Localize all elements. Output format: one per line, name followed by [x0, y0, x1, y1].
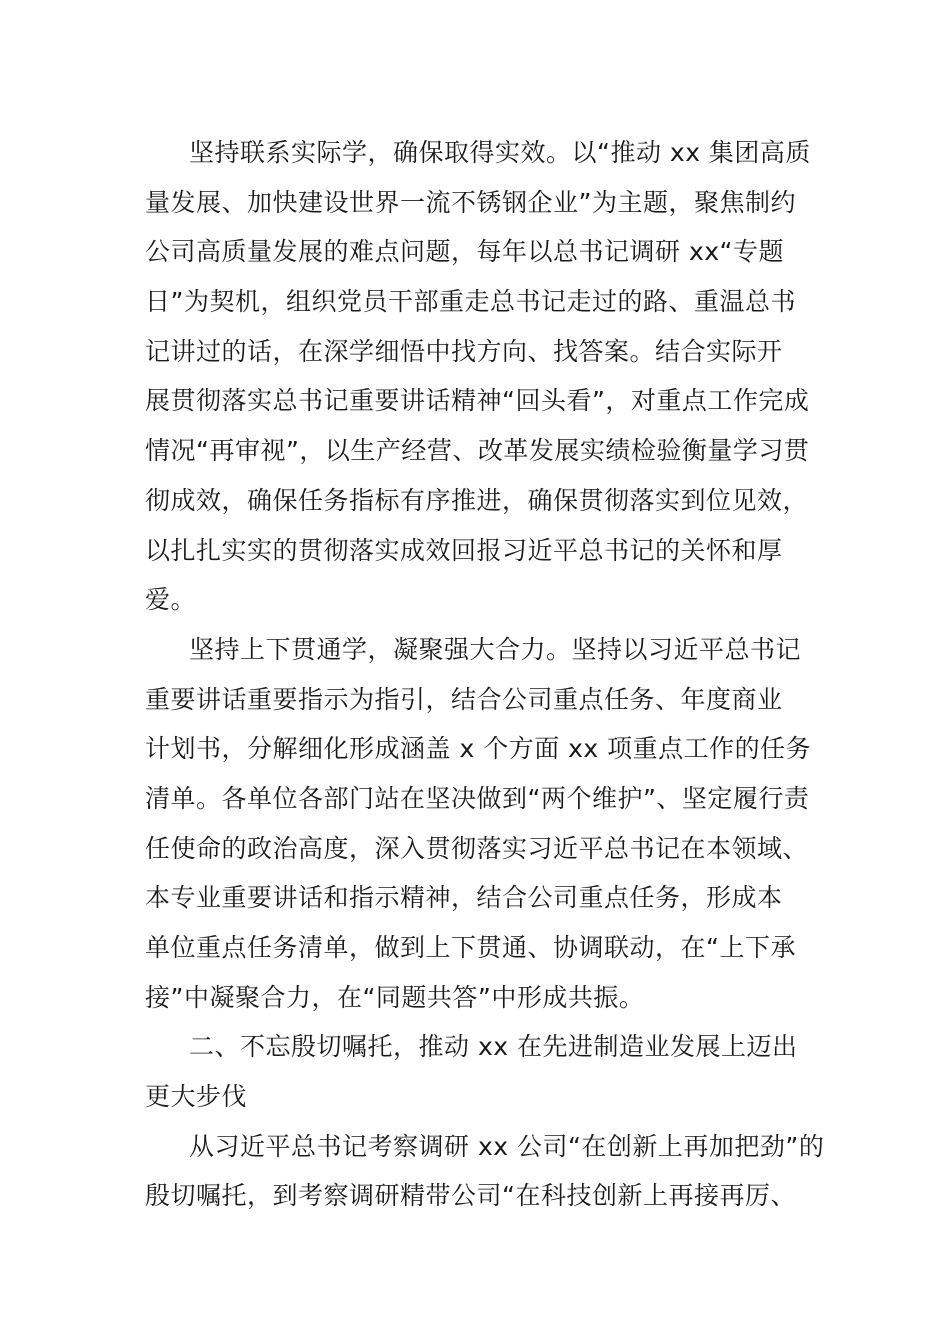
text-line: 坚持上下贯通学，凝聚强大合力。坚持以习近平总书记 — [189, 634, 802, 664]
paragraph-3 — [145, 1122, 825, 1221]
text-line: 殷切嘱托，到考察调研精带公司“在科技创新上再接再厉、 — [145, 1181, 796, 1211]
text-line: 坚持联系实际学，确保取得实效。以“推动 xx 集团高质 — [189, 138, 811, 167]
text-line: 记讲过的话，在深学细悟中找方向、找答案。结合实际开 — [145, 336, 783, 366]
text-line: 清单。各单位各部门站在坚决做到“两个维护”、坚定履行责 — [145, 783, 810, 813]
paragraph-2 — [145, 625, 810, 1023]
text-line: 任使命的政治高度，深入贯彻落实习近平总书记在本领域、 — [145, 833, 809, 863]
section-heading — [145, 1022, 810, 1121]
text-line: 从习近平总书记考察调研 xx 公司“在创新上再加把劲”的 — [189, 1131, 825, 1161]
text-line: 计划书，分解细化形成涵盖 x 个方面 xx 项重点工作的任务 — [145, 734, 812, 764]
text-line: 情况“再审视”，以生产经营、改革发展实绩检验衡量学习贯 — [145, 436, 810, 466]
text-line: 单位重点任务清单，做到上下贯通、协调联动，在“上下承 — [145, 933, 796, 962]
heading-line: 更大步伐 — [145, 1082, 248, 1112]
text-line: 重要讲话重要指示为指引，结合公司重点任务、年度商业 — [145, 684, 783, 714]
text-line: 彻成效，确保任务指标有序推进，确保贯彻落实到位见效， — [145, 485, 809, 515]
text-line: 日”为契机，组织党员干部重走总书记走过的路、重温总书 — [145, 287, 796, 317]
text-line: 爱。 — [145, 585, 197, 615]
text-line: 接”中凝聚合力，在“同题共答”中形成共振。 — [145, 982, 645, 1012]
heading-line: 二、不忘殷切嘱托，推动 xx 在先进制造业发展上迈出 — [189, 1032, 798, 1062]
text-line: 量发展、加快建设世界一流不锈钢企业”为主题，聚焦制约 — [145, 187, 796, 217]
body-text — [145, 128, 825, 1221]
paragraph-1 — [145, 128, 810, 625]
text-line: 本专业重要讲话和指示精神，结合公司重点任务，形成本 — [145, 883, 783, 913]
text-line: 以扎扎实实的贯彻落实成效回报习近平总书记的关怀和厚 — [145, 535, 783, 565]
text-line: 公司高质量发展的难点问题，每年以总书记调研 xx“专题 — [145, 237, 784, 267]
text-line: 展贯彻落实总书记重要讲话精神“回头看”，对重点工作完成 — [145, 386, 810, 416]
